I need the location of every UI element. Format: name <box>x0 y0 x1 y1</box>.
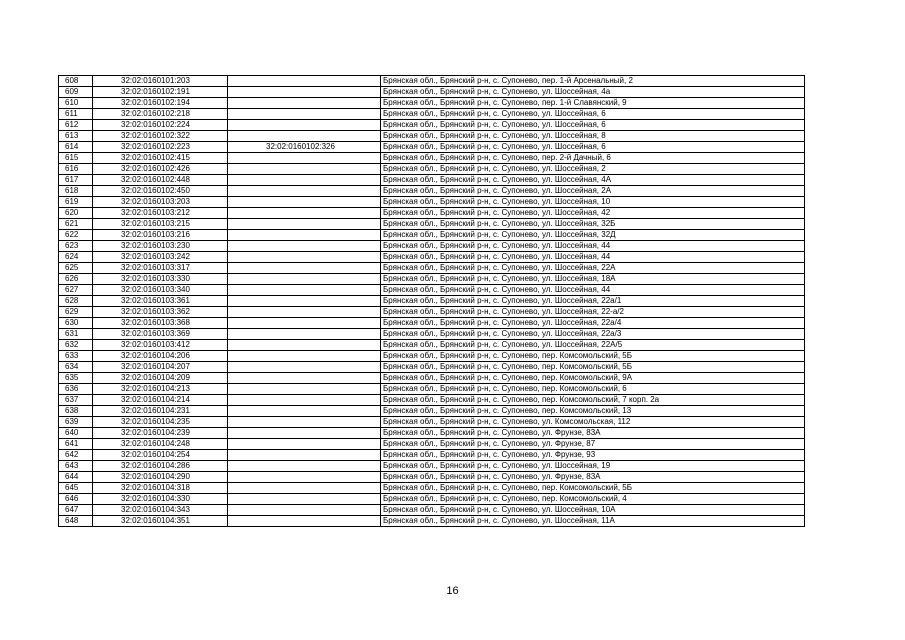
parent-cadastral-number-cell <box>228 230 381 241</box>
cadastral-number-cell: 32:02:0160102:415 <box>93 153 228 164</box>
cadastral-number-cell: 32:02:0160104:231 <box>93 406 228 417</box>
cadastral-number-cell: 32:02:0160102:426 <box>93 164 228 175</box>
address-cell: Брянская обл., Брянский р-н, с. Супонево, ул. Шоссейная, 22-а/2 <box>381 307 805 318</box>
address-cell: Брянская обл., Брянский р-н, с. Супонево, пер. 1-й Арсенальный, 2 <box>381 76 805 87</box>
row-number-cell: 608 <box>59 76 93 87</box>
row-number-cell: 640 <box>59 428 93 439</box>
row-number-cell: 636 <box>59 384 93 395</box>
table-row <box>59 483 805 494</box>
parent-cadastral-number-cell <box>228 252 381 263</box>
row-number-cell: 633 <box>59 351 93 362</box>
cadastral-table <box>58 75 805 527</box>
table-row <box>59 505 805 516</box>
parent-cadastral-number-cell <box>228 351 381 362</box>
cadastral-number-cell: 32:02:0160104:343 <box>93 505 228 516</box>
table-row <box>59 142 805 153</box>
address-cell: Брянская обл., Брянский р-н, с. Супонево, пер. Комсомольский, 5Б <box>381 483 805 494</box>
cadastral-number-cell: 32:02:0160102:223 <box>93 142 228 153</box>
table-row <box>59 362 805 373</box>
row-number-cell: 626 <box>59 274 93 285</box>
parent-cadastral-number-cell <box>228 131 381 142</box>
row-number-cell: 632 <box>59 340 93 351</box>
parent-cadastral-number-cell <box>228 340 381 351</box>
parent-cadastral-number-cell <box>228 428 381 439</box>
row-number-cell: 610 <box>59 98 93 109</box>
cadastral-number-cell: 32:02:0160103:242 <box>93 252 228 263</box>
address-cell: Брянская обл., Брянский р-н, с. Супонево, ул. Фрунзе, 87 <box>381 439 805 450</box>
row-number-cell: 635 <box>59 373 93 384</box>
address-cell: Брянская обл., Брянский р-н, с. Супонево, ул. Шоссейная, 44 <box>381 241 805 252</box>
cadastral-number-cell: 32:02:0160102:218 <box>93 109 228 120</box>
cadastral-number-cell: 32:02:0160104:254 <box>93 450 228 461</box>
table-row <box>59 450 805 461</box>
row-number-cell: 625 <box>59 263 93 274</box>
table-row <box>59 318 805 329</box>
address-cell: Брянская обл., Брянский р-н, с. Супонево, ул. Шоссейная, 32Д <box>381 230 805 241</box>
cadastral-number-cell: 32:02:0160102:450 <box>93 186 228 197</box>
table-row <box>59 329 805 340</box>
address-cell: Брянская обл., Брянский р-н, с. Супонево, ул. Комсомольская, 112 <box>381 417 805 428</box>
cadastral-number-cell: 32:02:0160104:213 <box>93 384 228 395</box>
cadastral-number-cell: 32:02:0160103:212 <box>93 208 228 219</box>
cadastral-number-cell: 32:02:0160103:203 <box>93 197 228 208</box>
parent-cadastral-number-cell <box>228 439 381 450</box>
table-row <box>59 219 805 230</box>
parent-cadastral-number-cell <box>228 516 381 527</box>
table-row <box>59 395 805 406</box>
row-number-cell: 621 <box>59 219 93 230</box>
address-cell: Брянская обл., Брянский р-н, с. Супонево, ул. Шоссейная, 19 <box>381 461 805 472</box>
parent-cadastral-number-cell <box>228 494 381 505</box>
parent-cadastral-number-cell <box>228 186 381 197</box>
table-row <box>59 164 805 175</box>
row-number-cell: 611 <box>59 109 93 120</box>
row-number-cell: 630 <box>59 318 93 329</box>
address-cell: Брянская обл., Брянский р-н, с. Супонево, ул. Шоссейная, 2А <box>381 186 805 197</box>
address-cell: Брянская обл., Брянский р-н, с. Супонево, ул. Шоссейная, 42 <box>381 208 805 219</box>
row-number-cell: 627 <box>59 285 93 296</box>
table-row <box>59 87 805 98</box>
table-row <box>59 516 805 527</box>
page-number: 16 <box>446 585 459 597</box>
table-row <box>59 241 805 252</box>
cadastral-number-cell: 32:02:0160103:216 <box>93 230 228 241</box>
address-cell: Брянская обл., Брянский р-н, с. Супонево, ул. Шоссейная, 10 <box>381 197 805 208</box>
table-row <box>59 274 805 285</box>
table-row <box>59 439 805 450</box>
row-number-cell: 614 <box>59 142 93 153</box>
address-cell: Брянская обл., Брянский р-н, с. Супонево, пер. Комсомольский, 6 <box>381 384 805 395</box>
row-number-cell: 631 <box>59 329 93 340</box>
cadastral-number-cell: 32:02:0160102:194 <box>93 98 228 109</box>
table-row <box>59 252 805 263</box>
parent-cadastral-number-cell <box>228 208 381 219</box>
cadastral-number-cell: 32:02:0160104:351 <box>93 516 228 527</box>
cadastral-number-cell: 32:02:0160103:340 <box>93 285 228 296</box>
address-cell: Брянская обл., Брянский р-н, с. Супонево, ул. Шоссейная, 22а/1 <box>381 296 805 307</box>
table-row <box>59 186 805 197</box>
parent-cadastral-number-cell <box>228 505 381 516</box>
table-row <box>59 98 805 109</box>
parent-cadastral-number-cell <box>228 76 381 87</box>
cadastral-number-cell: 32:02:0160104:235 <box>93 417 228 428</box>
row-number-cell: 628 <box>59 296 93 307</box>
table-row <box>59 307 805 318</box>
parent-cadastral-number-cell <box>228 285 381 296</box>
parent-cadastral-number-cell <box>228 109 381 120</box>
address-cell: Брянская обл., Брянский р-н, с. Супонево, ул. Шоссейная, 6 <box>381 142 805 153</box>
cadastral-table-body <box>59 76 805 527</box>
cadastral-number-cell: 32:02:0160103:330 <box>93 274 228 285</box>
table-row <box>59 76 805 87</box>
table-row <box>59 384 805 395</box>
address-cell: Брянская обл., Брянский р-н, с. Супонево, пер. Комсомольский, 5Б <box>381 362 805 373</box>
table-row <box>59 197 805 208</box>
table-row <box>59 494 805 505</box>
address-cell: Брянская обл., Брянский р-н, с. Супонево, ул. Шоссейная, 18А <box>381 274 805 285</box>
row-number-cell: 613 <box>59 131 93 142</box>
row-number-cell: 624 <box>59 252 93 263</box>
table-row <box>59 230 805 241</box>
address-cell: Брянская обл., Брянский р-н, с. Супонево, пер. 1-й Славянский, 9 <box>381 98 805 109</box>
address-cell: Брянская обл., Брянский р-н, с. Супонево, ул. Шоссейная, 6 <box>381 109 805 120</box>
table-row <box>59 373 805 384</box>
parent-cadastral-number-cell <box>228 263 381 274</box>
address-cell: Брянская обл., Брянский р-н, с. Супонево, ул. Шоссейная, 10А <box>381 505 805 516</box>
parent-cadastral-number-cell <box>228 164 381 175</box>
row-number-cell: 634 <box>59 362 93 373</box>
row-number-cell: 637 <box>59 395 93 406</box>
cadastral-number-cell: 32:02:0160104:318 <box>93 483 228 494</box>
parent-cadastral-number-cell <box>228 483 381 494</box>
table-row <box>59 340 805 351</box>
cadastral-number-cell: 32:02:0160103:362 <box>93 307 228 318</box>
row-number-cell: 612 <box>59 120 93 131</box>
parent-cadastral-number-cell <box>228 296 381 307</box>
address-cell: Брянская обл., Брянский р-н, с. Супонево, ул. Шоссейная, 2 <box>381 164 805 175</box>
parent-cadastral-number-cell <box>228 318 381 329</box>
parent-cadastral-number-cell <box>228 153 381 164</box>
address-cell: Брянская обл., Брянский р-н, с. Супонево, пер. 2-й Дачный, 6 <box>381 153 805 164</box>
parent-cadastral-number-cell <box>228 417 381 428</box>
table-row <box>59 208 805 219</box>
parent-cadastral-number-cell <box>228 175 381 186</box>
cadastral-number-cell: 32:02:0160103:368 <box>93 318 228 329</box>
row-number-cell: 619 <box>59 197 93 208</box>
table-row <box>59 428 805 439</box>
row-number-cell: 646 <box>59 494 93 505</box>
table-row <box>59 472 805 483</box>
row-number-cell: 638 <box>59 406 93 417</box>
cadastral-number-cell: 32:02:0160104:207 <box>93 362 228 373</box>
cadastral-number-cell: 32:02:0160102:448 <box>93 175 228 186</box>
row-number-cell: 609 <box>59 87 93 98</box>
address-cell: Брянская обл., Брянский р-н, с. Супонево, ул. Шоссейная, 4А <box>381 175 805 186</box>
parent-cadastral-number-cell <box>228 219 381 230</box>
cadastral-number-cell: 32:02:0160104:209 <box>93 373 228 384</box>
parent-cadastral-number-cell <box>228 461 381 472</box>
address-cell: Брянская обл., Брянский р-н, с. Супонево, ул. Шоссейная, 11А <box>381 516 805 527</box>
table-row <box>59 131 805 142</box>
table-row <box>59 285 805 296</box>
address-cell: Брянская обл., Брянский р-н, с. Супонево, ул. Фрунзе, 93 <box>381 450 805 461</box>
cadastral-number-cell: 32:02:0160102:224 <box>93 120 228 131</box>
address-cell: Брянская обл., Брянский р-н, с. Супонево, ул. Шоссейная, 22А/5 <box>381 340 805 351</box>
parent-cadastral-number-cell <box>228 307 381 318</box>
table-row <box>59 461 805 472</box>
address-cell: Брянская обл., Брянский р-н, с. Супонево, ул. Шоссейная, 4а <box>381 87 805 98</box>
address-cell: Брянская обл., Брянский р-н, с. Супонево, ул. Шоссейная, 22А <box>381 263 805 274</box>
parent-cadastral-number-cell <box>228 472 381 483</box>
cadastral-number-cell: 32:02:0160103:412 <box>93 340 228 351</box>
cadastral-number-cell: 32:02:0160103:369 <box>93 329 228 340</box>
address-cell: Брянская обл., Брянский р-н, с. Супонево, ул. Шоссейная, 32Б <box>381 219 805 230</box>
address-cell: Брянская обл., Брянский р-н, с. Супонево, пер. Комсомольский, 4 <box>381 494 805 505</box>
address-cell: Брянская обл., Брянский р-н, с. Супонево, пер. Комсомольский, 9А <box>381 373 805 384</box>
parent-cadastral-number-cell <box>228 197 381 208</box>
table-row <box>59 109 805 120</box>
address-cell: Брянская обл., Брянский р-н, с. Супонево, пер. Комсомольский, 5Б <box>381 351 805 362</box>
parent-cadastral-number-cell <box>228 120 381 131</box>
table-row <box>59 120 805 131</box>
row-number-cell: 648 <box>59 516 93 527</box>
parent-cadastral-number-cell <box>228 329 381 340</box>
address-cell: Брянская обл., Брянский р-н, с. Супонево, ул. Шоссейная, 44 <box>381 285 805 296</box>
parent-cadastral-number-cell <box>228 384 381 395</box>
parent-cadastral-number-cell <box>228 450 381 461</box>
cadastral-number-cell: 32:02:0160104:206 <box>93 351 228 362</box>
row-number-cell: 645 <box>59 483 93 494</box>
cadastral-number-cell: 32:02:0160104:286 <box>93 461 228 472</box>
address-cell: Брянская обл., Брянский р-н, с. Супонево, пер. Комсомольский, 7 корп. 2а <box>381 395 805 406</box>
cadastral-number-cell: 32:02:0160104:214 <box>93 395 228 406</box>
cadastral-number-cell: 32:02:0160103:215 <box>93 219 228 230</box>
cadastral-number-cell: 32:02:0160104:290 <box>93 472 228 483</box>
cadastral-number-cell: 32:02:0160104:248 <box>93 439 228 450</box>
parent-cadastral-number-cell <box>228 406 381 417</box>
row-number-cell: 623 <box>59 241 93 252</box>
table-row <box>59 296 805 307</box>
address-cell: Брянская обл., Брянский р-н, с. Супонево, пер. Комсомольский, 13 <box>381 406 805 417</box>
cadastral-number-cell: 32:02:0160104:330 <box>93 494 228 505</box>
parent-cadastral-number-cell <box>228 87 381 98</box>
row-number-cell: 617 <box>59 175 93 186</box>
address-cell: Брянская обл., Брянский р-н, с. Супонево, ул. Шоссейная, 22а/4 <box>381 318 805 329</box>
cadastral-number-cell: 32:02:0160102:322 <box>93 131 228 142</box>
row-number-cell: 616 <box>59 164 93 175</box>
address-cell: Брянская обл., Брянский р-н, с. Супонево, ул. Шоссейная, 22а/3 <box>381 329 805 340</box>
row-number-cell: 639 <box>59 417 93 428</box>
table-row <box>59 406 805 417</box>
table-row <box>59 417 805 428</box>
address-cell: Брянская обл., Брянский р-н, с. Супонево, ул. Шоссейная, 8 <box>381 131 805 142</box>
cadastral-number-cell: 32:02:0160103:317 <box>93 263 228 274</box>
cadastral-number-cell: 32:02:0160101:203 <box>93 76 228 87</box>
cadastral-number-cell: 32:02:0160102:191 <box>93 87 228 98</box>
parent-cadastral-number-cell <box>228 362 381 373</box>
row-number-cell: 629 <box>59 307 93 318</box>
row-number-cell: 642 <box>59 450 93 461</box>
parent-cadastral-number-cell <box>228 395 381 406</box>
row-number-cell: 618 <box>59 186 93 197</box>
address-cell: Брянская обл., Брянский р-н, с. Супонево, ул. Шоссейная, 44 <box>381 252 805 263</box>
cadastral-number-cell: 32:02:0160103:230 <box>93 241 228 252</box>
table-row <box>59 351 805 362</box>
parent-cadastral-number-cell <box>228 98 381 109</box>
address-cell: Брянская обл., Брянский р-н, с. Супонево, ул. Фрунзе, 83А <box>381 472 805 483</box>
row-number-cell: 643 <box>59 461 93 472</box>
address-cell: Брянская обл., Брянский р-н, с. Супонево, ул. Шоссейная, 6 <box>381 120 805 131</box>
row-number-cell: 644 <box>59 472 93 483</box>
row-number-cell: 641 <box>59 439 93 450</box>
row-number-cell: 615 <box>59 153 93 164</box>
cadastral-number-cell: 32:02:0160104:239 <box>93 428 228 439</box>
address-cell: Брянская обл., Брянский р-н, с. Супонево, ул. Фрунзе, 83А <box>381 428 805 439</box>
cadastral-number-cell: 32:02:0160103:361 <box>93 296 228 307</box>
parent-cadastral-number-cell <box>228 274 381 285</box>
table-row <box>59 263 805 274</box>
parent-cadastral-number-cell: 32:02:0160102:326 <box>228 142 381 153</box>
row-number-cell: 620 <box>59 208 93 219</box>
table-row <box>59 153 805 164</box>
row-number-cell: 622 <box>59 230 93 241</box>
parent-cadastral-number-cell <box>228 373 381 384</box>
parent-cadastral-number-cell <box>228 241 381 252</box>
row-number-cell: 647 <box>59 505 93 516</box>
table-row <box>59 175 805 186</box>
